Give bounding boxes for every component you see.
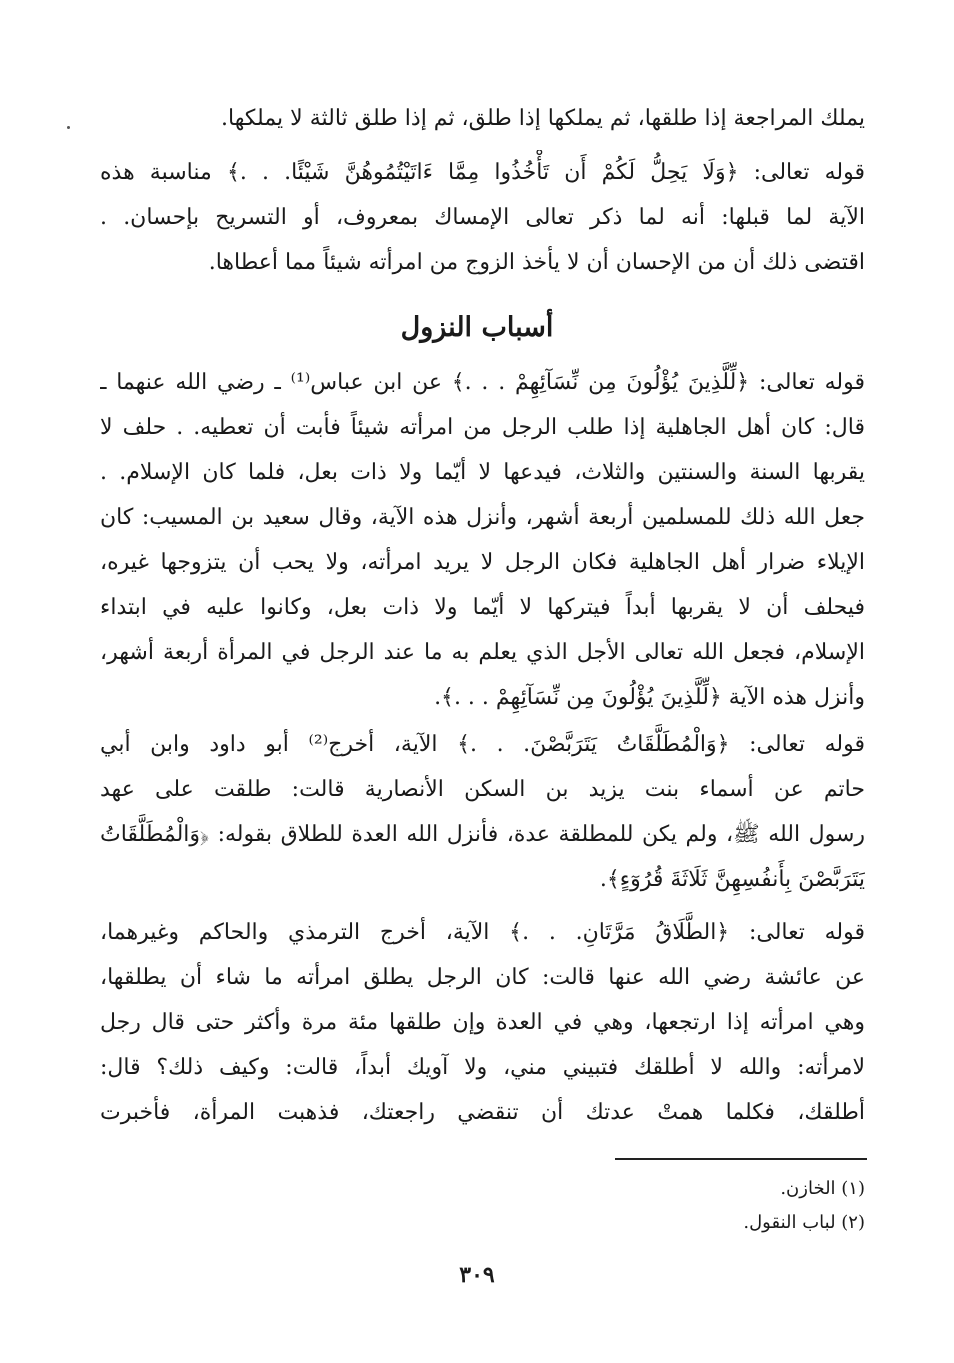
footnote-1: (١) الخازن.: [780, 1178, 865, 1199]
text-line: عن عائشة رضي الله عنها قالت: كان الرجل يطلق امرأته ما شاء أن يطلقها،: [100, 965, 865, 990]
paragraph-2: [100, 150, 865, 285]
text-line: الإسلام، فجعل الله تعالى الأجل الذي يعلم به ما عند الرجل في المرأة أربعة أشهر،: [100, 640, 865, 665]
footnote-2: (٢) لباب النقول.: [743, 1212, 865, 1233]
text-line: وأنزل هذه الآية ﴿لِّلَّذِينَ يُؤْلُونَ مِن نِّسَآئِهِمْ . . .﴾.: [434, 685, 865, 710]
paragraph-1: [100, 96, 865, 141]
footnotes: [600, 1172, 865, 1240]
text-line: وهي امرأته إذا ارتجعها، وهي في العدة وإن طلقها مئة مرة وأكثر حتى قال رجل: [100, 1010, 865, 1035]
paragraph-3: [100, 360, 865, 720]
footnote-separator: [615, 1158, 867, 1160]
text-line: حاتم عن أسماء بنت يزيد بن السكن الأنصارية قالت: طلقت على عهد: [100, 777, 865, 802]
text-line: قوله تعالى: ﴿وَالْمُطَلَّقَاتُ يَتَرَبَّصْنَ. . .﴾ الآية، أخرج⁽²⁾ أبو داود وابن أبي: [100, 732, 865, 757]
page-number: ٣٠٩: [459, 1262, 495, 1288]
paragraph-5: [100, 910, 865, 1135]
text-line: فيحلف أن لا يقربها أبداً فيتركها لا أيّما ولا ذات بعل، وكانوا عليه في ابتداء: [100, 595, 865, 620]
text-line: اقتضى ذلك أن من الإحسان أن لا يأخذ الزوج من امرأته شيئاً مما أعطاها.: [208, 250, 865, 275]
text-line: جعل الله ذلك للمسلمين أربعة أشهر، وأنزل هذه الآية، وقال سعيد بن المسيب: كان: [100, 505, 865, 530]
text-line: قوله تعالى: ﴿لِّلَّذِينَ يُؤْلُونَ مِن نِّسَآئِهِمْ . . .﴾ عن ابن عباس⁽¹⁾ ـ رضي الله عنهما ـ: [100, 370, 865, 395]
text-line: لامرأته: والله لا أطلقك فتبيني مني، ولا آويك أبداً، قالت: وكيف ذلك؟ قال:: [100, 1055, 865, 1080]
text-line: يَتَرَبَّصْنَ بِأَنفُسِهِنَّ ثَلَاثَةَ قُرُوٓءٍ﴾.: [599, 867, 865, 892]
text-line: الآية لما قبلها: أنه لما ذكر تعالى الإمساك بمعروف، أو التسريح بإحسان. .: [100, 205, 865, 230]
text-line: رسول الله ﷺ، ولم يكن للمطلقة عدة، فأنزل الله العدة للطلاق بقوله: ﴿وَالْمُطَلَّقَاتُ: [100, 822, 865, 847]
text-line: يقربها السنة والسنتين والثلاث، فيدعها لا أيّما ولا ذات بعل، فلما كان الإسلام. .: [100, 460, 865, 485]
text-line: أطلقك، فكلما همتْ عدتك أن تنقضي راجعتك، فذهبت المرأة، فأخبرت: [100, 1100, 865, 1125]
text-line: قال: كان أهل الجاهلية إذا طلب الرجل من امرأته شيئاً فأبت أن تعطيه. . حلف لا: [100, 415, 865, 440]
paragraph-4: [100, 722, 865, 902]
text-line: الإيلاء ضرار أهل الجاهلية فكان الرجل لا يريد امرأته، ولا يحب أن يتزوجها غيره،: [100, 550, 865, 575]
text-line: قوله تعالى: ﴿وَلَا يَحِلُّ لَكُمْ أَن تَأْخُذُوا مِمَّا ءَاتَيْتُمُوهُنَّ شَيْئًا. . .﴾ مناسبة هذه: [100, 160, 865, 185]
section-heading: أسباب النزول: [400, 312, 554, 343]
text-line: يملك المراجعة إذا طلقها، ثم يملكها إذا طلق، ثم إذا طلق ثالثة لا يملكها.: [221, 106, 865, 131]
text-line: قوله تعالى: ﴿الطَّلَاقُ مَرَّتَانِ. . .﴾ الآية، أخرج الترمذي والحاكم وغيرهما،: [100, 920, 865, 945]
scan-speck: [67, 126, 70, 129]
